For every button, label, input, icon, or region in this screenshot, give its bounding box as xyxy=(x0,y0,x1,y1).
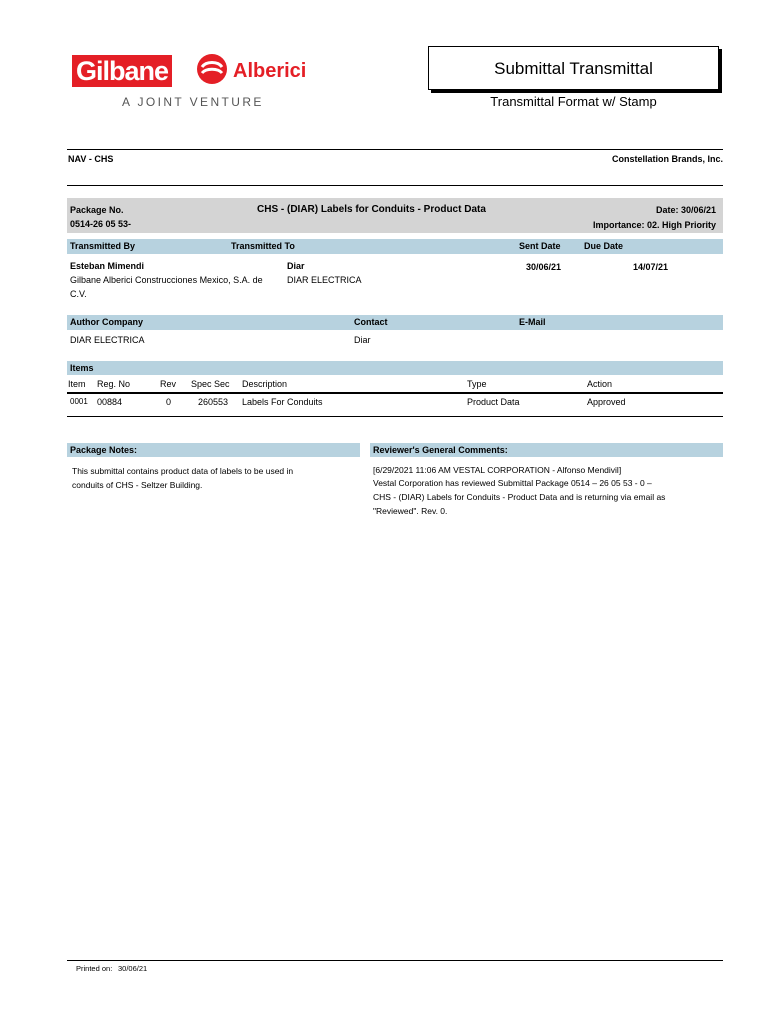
package-notes-line: This submittal contains product data of labels to be used in xyxy=(72,466,294,476)
gilbane-wordmark: Gilbane xyxy=(72,55,172,87)
printed-on-date: 30/06/21 xyxy=(118,964,148,973)
company-logo xyxy=(62,44,307,114)
divider xyxy=(67,149,723,150)
author-company-header: Author Company xyxy=(70,317,143,327)
client-name: Constellation Brands, Inc. xyxy=(611,154,723,164)
reviewer-comment-line: CHS - (DIAR) Labels for Conduits - Product Data and is returning via email as xyxy=(373,492,666,502)
row-reg: 00884 xyxy=(97,397,123,407)
col-action-header: Action xyxy=(587,379,613,389)
row-rev: 0 xyxy=(166,397,172,407)
logo-tagline: A JOINT VENTURE xyxy=(122,95,264,109)
recipient-name: Diar xyxy=(287,261,305,271)
reviewer-comments-label: Reviewer's General Comments: xyxy=(373,445,508,455)
items-bottom-divider xyxy=(67,416,723,417)
package-number: 0514-26 05 53- xyxy=(70,219,132,229)
project-name: NAV - CHS xyxy=(68,154,114,164)
sender-company-line1: Gilbane Alberici Construcciones Mexico, S.A. de xyxy=(70,275,263,285)
reviewer-comment-line: [6/29/2021 11:06 AM VESTAL CORPORATION - Alfonso Mendivil] xyxy=(373,465,622,475)
printed-on-label: Printed on: xyxy=(76,964,113,973)
col-rev-header: Rev xyxy=(160,379,177,389)
contact-header: Contact xyxy=(354,317,388,327)
package-title: CHS - (DIAR) Labels for Conduits - Product Data xyxy=(257,204,486,215)
due-date-header: Due Date xyxy=(584,241,624,251)
contact-value: Diar xyxy=(354,335,371,345)
package-no-label: Package No. xyxy=(70,205,124,215)
author-header-band xyxy=(67,315,723,330)
package-importance: Importance: 02. High Priority xyxy=(592,220,716,230)
sender-company-line2: C.V. xyxy=(70,289,87,299)
alberici-wordmark: Alberici xyxy=(233,60,307,82)
sent-date-value: 30/06/21 xyxy=(526,262,562,272)
footer-divider xyxy=(67,960,723,961)
transmittal-header-band xyxy=(67,239,723,254)
package-notes-line: conduits of CHS - Seltzer Building. xyxy=(72,480,203,490)
package-notes-label: Package Notes: xyxy=(70,445,138,455)
divider xyxy=(67,185,723,186)
row-desc: Labels For Conduits xyxy=(242,397,323,407)
reviewer-comment-line: Vestal Corporation has reviewed Submittal Package 0514 – 26 05 53 - 0 – xyxy=(373,478,652,488)
document-subtitle: Transmittal Format w/ Stamp xyxy=(490,94,657,109)
row-spec: 260553 xyxy=(198,397,229,407)
due-date-value: 14/07/21 xyxy=(633,262,669,272)
col-type-header: Type xyxy=(467,379,487,389)
transmitted-by-header: Transmitted By xyxy=(70,241,136,251)
transmitted-to-header: Transmitted To xyxy=(231,241,295,251)
row-type: Product Data xyxy=(467,397,520,407)
sent-date-header: Sent Date xyxy=(519,241,561,251)
col-item-header: Item xyxy=(68,379,86,389)
col-spec-header: Spec Sec xyxy=(191,379,230,389)
reviewer-comment-line: "Reviewed". Rev. 0. xyxy=(373,506,448,516)
package-date: Date: 30/06/21 xyxy=(655,205,716,215)
document-title: Submittal Transmittal xyxy=(494,59,653,78)
row-action: Approved xyxy=(587,397,626,407)
recipient-company: DIAR ELECTRICA xyxy=(287,275,362,285)
items-header-band xyxy=(67,361,723,375)
items-header-divider xyxy=(67,392,723,394)
row-item: 0001 xyxy=(70,397,88,406)
author-company-value: DIAR ELECTRICA xyxy=(70,335,145,345)
sender-name: Esteban Mimendi xyxy=(70,261,145,271)
alberici-swirl-icon xyxy=(196,53,228,85)
email-header: E-Mail xyxy=(519,317,546,327)
items-section-label: Items xyxy=(70,363,94,373)
col-desc-header: Description xyxy=(242,379,288,389)
col-reg-header: Reg. No xyxy=(97,379,131,389)
title-box xyxy=(428,46,719,90)
